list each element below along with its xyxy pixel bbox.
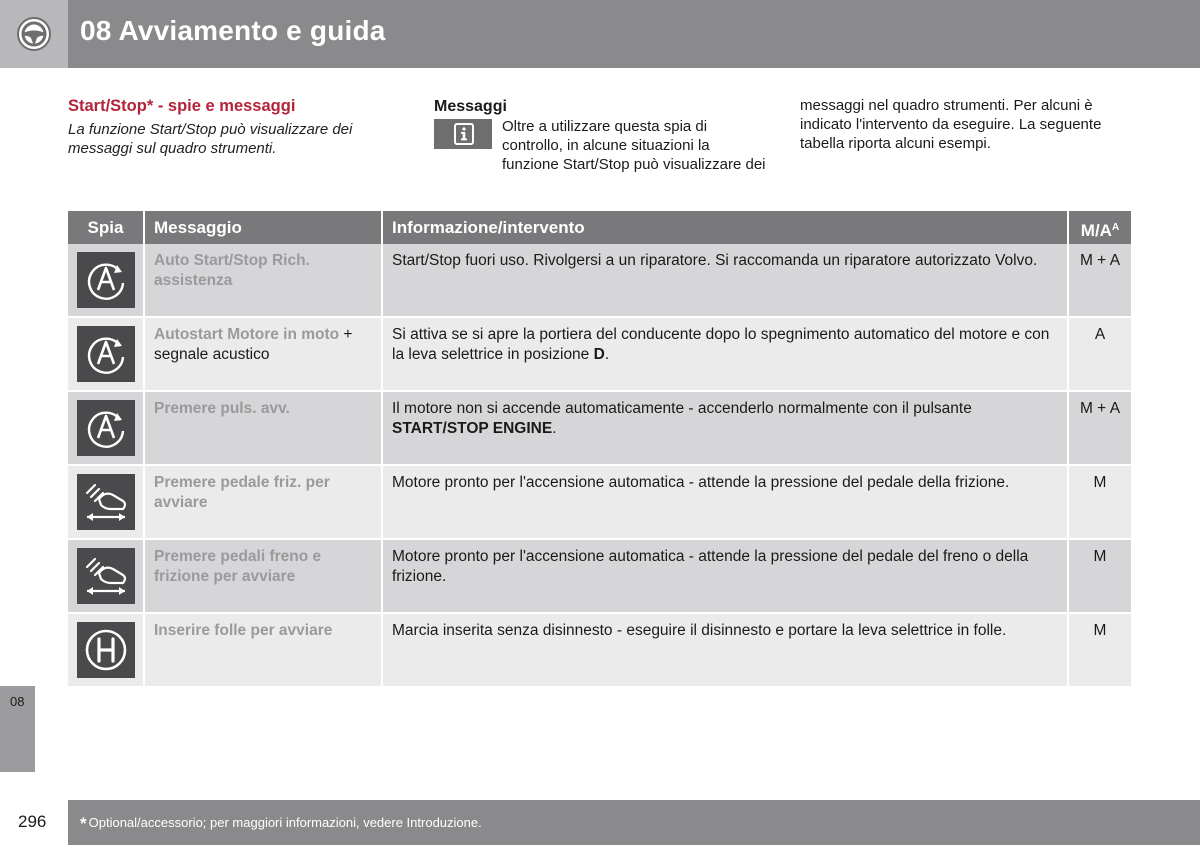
steering-wheel-icon <box>16 16 52 52</box>
spia-cell <box>68 540 145 612</box>
table-row <box>68 614 1131 688</box>
ma-cell: M + A <box>1069 244 1131 316</box>
auto-start-stop-icon <box>77 252 135 308</box>
section-title: Start/Stop* - spie e messaggi <box>68 97 296 115</box>
message-text: Autostart Motore in moto <box>154 326 340 343</box>
message-text: Premere pedali freno e frizione per avviare <box>154 548 322 585</box>
table-row <box>68 466 1131 540</box>
auto-start-stop-icon <box>77 400 135 456</box>
info-bold: START/STOP ENGINE <box>392 420 553 437</box>
intro-column-middle <box>434 97 774 174</box>
info-text: Motore pronto per l'accensione automatica - attende la pressione del pedale del freno o della frizione. <box>392 548 1029 585</box>
info-cell <box>383 318 1069 390</box>
message-text: Premere puls. avv. <box>154 400 290 417</box>
info-text: Marcia inserita senza disinnesto - eseguire il disinnesto e portare la leva selettrice in folle. <box>392 622 1007 639</box>
page-number: 296 <box>18 812 47 831</box>
intro-column-right: messaggi nel quadro strumenti. Per alcuni è indicato l'intervento da eseguire. La seguente tabella riporta alcuni esempi. <box>800 97 1102 152</box>
message-cell <box>145 392 383 464</box>
message-text: Inserire folle per avviare <box>154 622 333 639</box>
info-symbol <box>434 119 492 149</box>
header-ma-label: M/A <box>1080 221 1112 240</box>
info-cell <box>383 614 1069 686</box>
table-row <box>68 318 1131 392</box>
message-cell <box>145 466 383 538</box>
info-text: Si attiva se si apre la portiera del conducente dopo lo spegnimento automatico del motore e con la leva selettrice in posizione <box>392 326 1050 363</box>
section-intro: La funzione Start/Stop può visualizzare dei messaggi sul quadro strumenti. <box>68 121 353 157</box>
messages-heading: Messaggi <box>434 98 507 115</box>
spia-cell <box>68 466 145 538</box>
footnote <box>80 814 482 834</box>
chapter-header <box>0 0 1200 68</box>
message-cell <box>145 318 383 390</box>
info-cell <box>383 466 1069 538</box>
spia-cell <box>68 392 145 464</box>
info-tail: . <box>604 346 610 363</box>
spia-cell <box>68 318 145 390</box>
logo-box <box>0 0 68 68</box>
info-text: Start/Stop fuori uso. Rivolgersi a un riparatore. Si raccomanda un riparatore autorizzato Volvo. <box>392 252 1038 269</box>
table-header <box>68 211 1131 244</box>
message-cell <box>145 540 383 612</box>
neutral-gear-icon <box>77 622 135 678</box>
table-row <box>68 540 1131 614</box>
auto-start-stop-icon <box>77 326 135 382</box>
message-cell <box>145 614 383 686</box>
ma-cell: M + A <box>1069 392 1131 464</box>
info-text: Motore pronto per l'accensione automatica - attende la pressione del pedale della frizione. <box>392 474 1010 491</box>
messages-text: Oltre a utilizzare questa spia di controllo, in alcune situazioni la funzione Start/Stop può visualizzare dei <box>502 118 766 173</box>
message-extra: + segnale acustico <box>154 326 353 363</box>
message-cell <box>145 244 383 316</box>
table-row <box>68 244 1131 318</box>
clutch-pedal-icon <box>77 548 135 604</box>
info-bold: D <box>593 346 605 363</box>
ma-cell: M <box>1069 466 1131 538</box>
info-cell <box>383 540 1069 612</box>
info-cell <box>383 392 1069 464</box>
message-text: Auto Start/Stop Rich. assistenza <box>154 252 310 289</box>
info-icon <box>454 123 474 145</box>
info-cell <box>383 244 1069 316</box>
spia-cell <box>68 244 145 316</box>
spia-cell <box>68 614 145 686</box>
side-tab-label: 08 <box>10 694 25 709</box>
header-informazione: Informazione/intervento <box>383 211 1069 244</box>
header-ma-footnote: A <box>1111 222 1120 233</box>
ma-cell: A <box>1069 318 1131 390</box>
footnote-text: Optional/accessorio; per maggiori informazioni, vedere Introduzione. <box>88 815 482 830</box>
clutch-pedal-icon <box>77 474 135 530</box>
chapter-side-tab <box>0 686 35 772</box>
chapter-title: 08 Avviamento e guida <box>80 15 386 46</box>
table-row <box>68 392 1131 466</box>
message-text: Premere pedale friz. per avviare <box>154 474 330 511</box>
info-tail: . <box>552 420 557 437</box>
ma-cell: M <box>1069 614 1131 686</box>
header-spia: Spia <box>68 211 145 244</box>
footnote-star: * <box>80 814 87 833</box>
info-text: Il motore non si accende automaticamente - accenderlo normalmente con il pulsante <box>392 400 972 417</box>
header-ma <box>1069 211 1131 244</box>
messages-table <box>68 211 1131 688</box>
header-messaggio: Messaggio <box>145 211 383 244</box>
intro-column-left <box>68 96 388 158</box>
messages-body <box>434 117 774 174</box>
ma-cell: M <box>1069 540 1131 612</box>
